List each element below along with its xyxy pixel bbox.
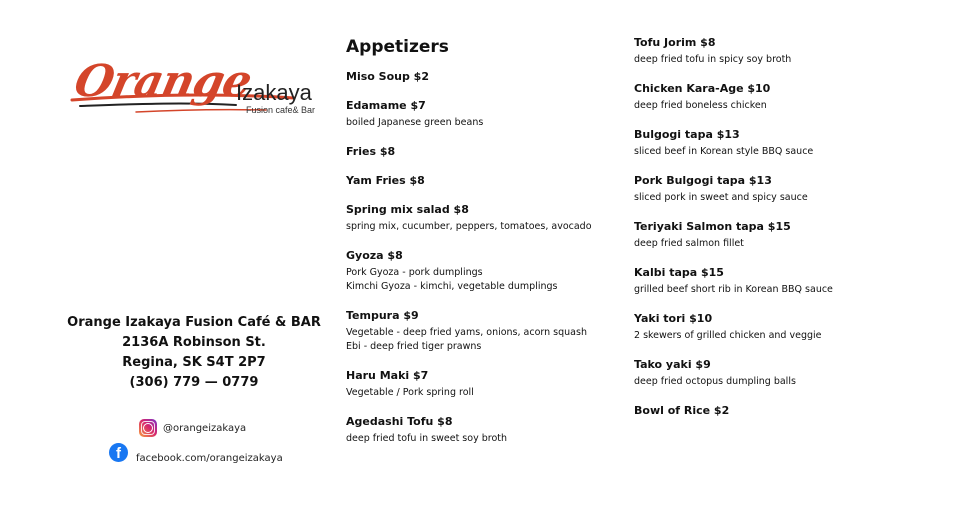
menu-item [634, 128, 954, 159]
menu-item-name: Tofu Jorim $8 [634, 36, 716, 49]
menu-item [346, 99, 621, 130]
menu-item-name: Edamame $7 [346, 99, 426, 112]
instagram-link[interactable] [139, 419, 246, 437]
menu-item-name: Tempura $9 [346, 309, 419, 322]
business-name: Orange Izakaya Fusion Café & BAR [67, 315, 321, 330]
facebook-link[interactable] [109, 443, 283, 462]
menu-item [346, 174, 621, 188]
menu-item-name: Pork Bulgogi tapa $13 [634, 174, 772, 187]
menu-item [634, 266, 954, 297]
facebook-url[interactable]: facebook.com/orangeizakaya [136, 453, 283, 464]
menu-item [634, 358, 954, 389]
menu-column-left [346, 36, 621, 461]
menu-item-description: deep fried boneless chicken [634, 100, 767, 111]
menu-item-description: Kimchi Gyoza - kimchi, vegetable dumplings [346, 281, 558, 292]
menu-item-description: boiled Japanese green beans [346, 117, 484, 128]
menu-item-name: Bulgogi tapa $13 [634, 128, 740, 141]
menu-item-name: Kalbi tapa $15 [634, 266, 724, 279]
menu-item-description: deep fried tofu in sweet soy broth [346, 433, 507, 444]
menu-item-name: Haru Maki $7 [346, 369, 429, 382]
menu-item [346, 203, 621, 234]
menu-item [346, 415, 621, 446]
menu-item-name: Agedashi Tofu $8 [346, 415, 453, 428]
menu-item-description: grilled beef short rib in Korean BBQ sauce [634, 284, 833, 295]
menu-item [346, 369, 621, 400]
menu-item-name: Tako yaki $9 [634, 358, 711, 371]
menu-column-right [634, 36, 954, 433]
restaurant-logo [66, 58, 316, 128]
menu-item-description: deep fried octopus dumpling balls [634, 376, 796, 387]
menu-item-name: Spring mix salad $8 [346, 203, 469, 216]
menu-item-description: Vegetable / Pork spring roll [346, 387, 474, 398]
menu-item-name: Miso Soup $2 [346, 70, 429, 83]
facebook-icon: f [109, 443, 128, 462]
menu-item-name: Bowl of Rice $2 [634, 404, 730, 417]
menu-item [346, 309, 621, 354]
menu-item-name: Yaki tori $10 [634, 312, 713, 325]
menu-item-description: deep fried salmon fillet [634, 238, 744, 249]
menu-item [346, 145, 621, 159]
menu-item-description: spring mix, cucumber, peppers, tomatoes, avocado [346, 221, 592, 232]
phone-number: (306) 779 — 0779 [129, 375, 259, 390]
menu-item-name: Gyoza $8 [346, 249, 403, 262]
city-address: Regina, SK S4T 2P7 [122, 355, 266, 370]
menu-item-name: Teriyaki Salmon tapa $15 [634, 220, 791, 233]
menu-item [346, 249, 621, 294]
instagram-icon [139, 419, 157, 437]
menu-item-description: sliced beef in Korean style BBQ sauce [634, 146, 814, 157]
logo-script-text: Orange [70, 56, 256, 107]
menu-item [634, 220, 954, 251]
logo-subtitle: Fusion cafe& Bar [246, 105, 316, 115]
menu-item-name: Fries $8 [346, 145, 396, 158]
menu-item-name: Chicken Kara-Age $10 [634, 82, 771, 95]
logo-izakaya-text: Izakaya [236, 80, 312, 105]
section-title-appetizers: Appetizers [346, 37, 449, 57]
menu-item [634, 82, 954, 113]
instagram-handle[interactable]: @orangeizakaya [163, 422, 247, 434]
menu-item-name: Yam Fries $8 [346, 174, 425, 187]
menu-item-description: sliced pork in sweet and spicy sauce [634, 192, 808, 203]
street-address: 2136A Robinson St. [122, 335, 266, 350]
menu-item-description: Pork Gyoza - pork dumplings [346, 267, 483, 278]
menu-item [634, 404, 954, 418]
address-block [40, 313, 348, 393]
menu-item-description: Vegetable - deep fried yams, onions, acorn squash [346, 327, 587, 338]
menu-item-description: 2 skewers of grilled chicken and veggie [634, 330, 822, 341]
menu-item-description: deep fried tofu in spicy soy broth [634, 54, 792, 65]
menu-item [346, 70, 621, 84]
menu-item [634, 36, 954, 67]
menu-item [634, 174, 954, 205]
menu-item [634, 312, 954, 343]
menu-item-description: Ebi - deep fried tiger prawns [346, 341, 482, 352]
